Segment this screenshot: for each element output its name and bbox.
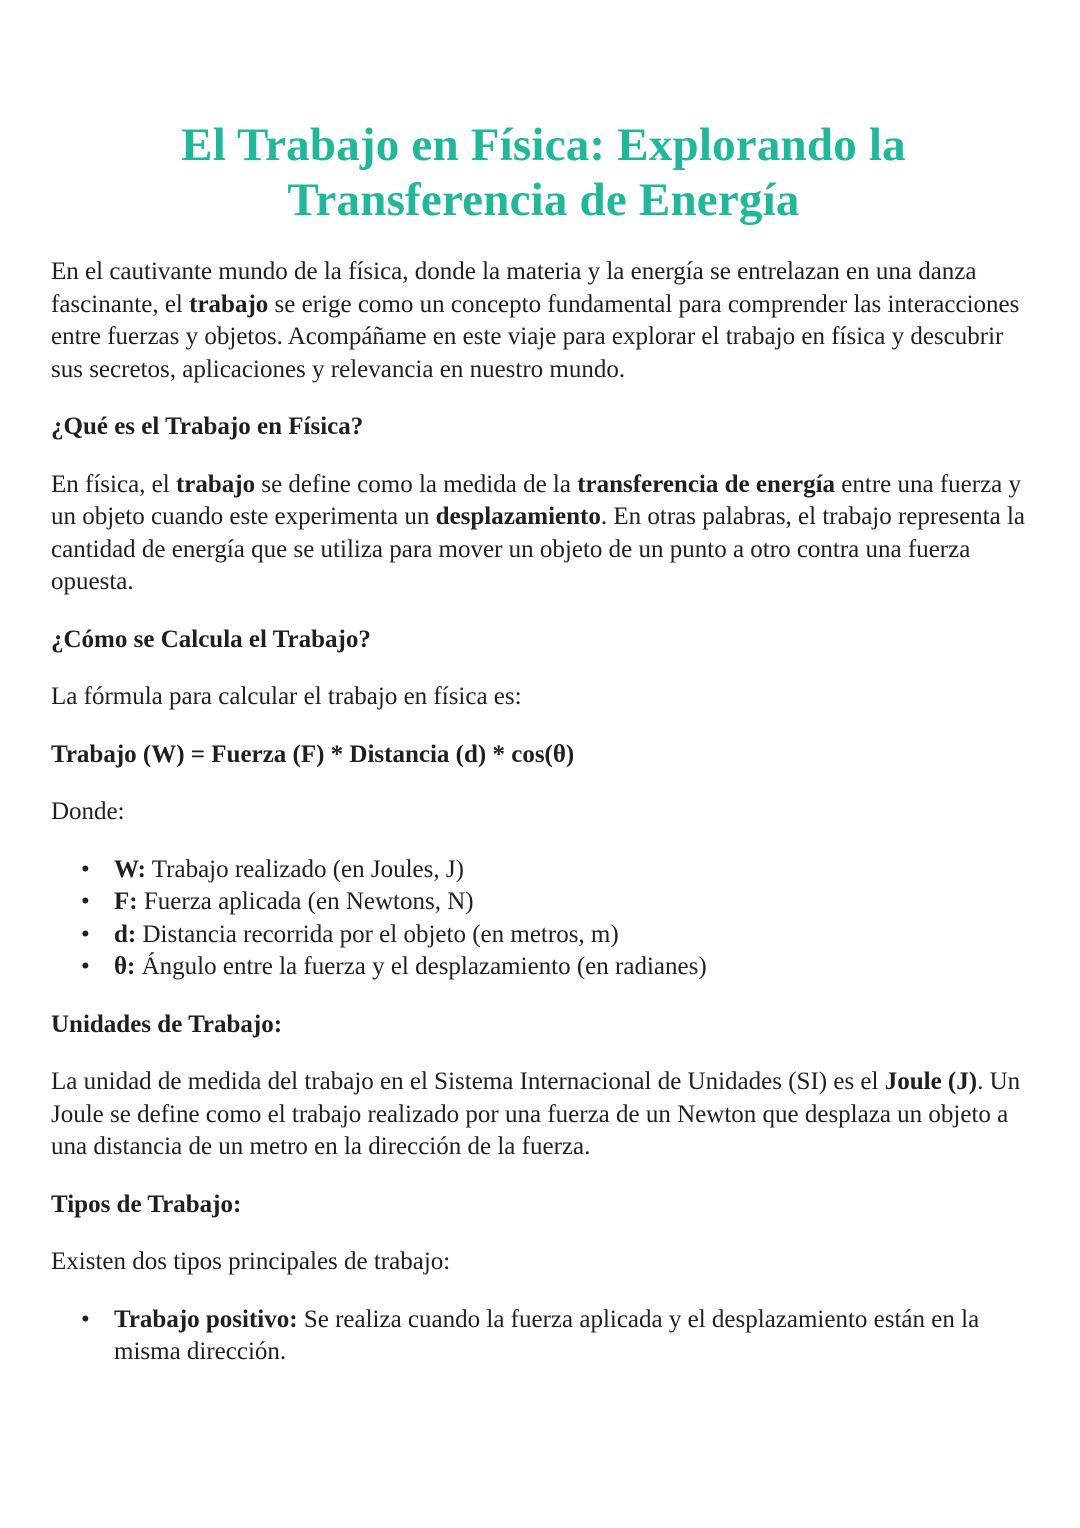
types-list xyxy=(51,1304,1036,1369)
what-is-work-paragraph xyxy=(51,469,1036,599)
types-intro: Existen dos tipos principales de trabajo: xyxy=(51,1248,451,1275)
bullet-icon: • xyxy=(81,953,90,980)
units-text-1: La unidad de medida del trabajo en el Sistema Internacional de Unidades (SI) es el xyxy=(51,1068,885,1095)
variable-description: Ángulo entre la fuerza y el desplazamiento (en radianes) xyxy=(135,953,707,980)
variable-term: d: xyxy=(114,920,137,948)
heading-types: Tipos de Trabajo: xyxy=(51,1190,242,1218)
intro-bold-trabajo: trabajo xyxy=(189,290,269,318)
what-bold-desplazamiento: desplazamiento xyxy=(435,503,601,530)
what-bold-transferencia: transferencia de energía xyxy=(577,470,836,498)
title-line-2: Transferencia de Energía xyxy=(287,174,800,226)
list-item xyxy=(51,951,1036,984)
variable-term: θ: xyxy=(114,953,136,980)
what-bold-trabajo: trabajo xyxy=(175,470,256,498)
what-text-3: entre una fuerza y un objeto cuando este experimenta un xyxy=(51,470,1022,530)
units-bold-joule: Joule (J) xyxy=(884,1068,978,1095)
variable-term: F: xyxy=(114,888,138,915)
bullet-icon: • xyxy=(81,1305,90,1333)
units-paragraph xyxy=(51,1066,1036,1164)
list-item xyxy=(51,1304,1036,1369)
variable-description: Trabajo realizado (en Joules, J) xyxy=(145,855,464,883)
title-line-1: El Trabajo en Física: Explorando la xyxy=(181,119,906,171)
bullet-icon: • xyxy=(81,855,90,883)
variable-description: Distancia recorrida por el objeto (en metros, m) xyxy=(136,920,619,948)
intro-text-1: En el cautivante mundo de la física, donde la materia y la energía se entrelazan en una danza fascinante, el xyxy=(51,258,977,318)
variables-list xyxy=(51,854,1036,984)
type-description: Se realiza cuando la fuerza aplicada y el desplazamiento están en la misma dirección. xyxy=(114,1305,980,1365)
work-formula: Trabajo (W) = Fuerza (F) * Distancia (d) * cos(θ) xyxy=(51,740,575,768)
formula-intro: La fórmula para calcular el trabajo en física es: xyxy=(51,683,522,710)
where-label: Donde: xyxy=(51,798,125,825)
list-item xyxy=(51,886,1036,919)
bullet-icon: • xyxy=(81,920,90,948)
heading-how-to-calculate: ¿Cómo se Calcula el Trabajo? xyxy=(51,625,371,653)
variable-term: W: xyxy=(114,855,146,883)
list-item xyxy=(51,854,1036,887)
bullet-icon: • xyxy=(81,888,90,915)
intro-text-2: se erige como un concepto fundamental para comprender las interacciones entre fuerzas y objetos. Acompáñame en este viaje para explorar el trabajo en física y descubrir sus secretos, aplicaciones y relevancia en nuestro mundo. xyxy=(51,290,1020,383)
intro-paragraph xyxy=(51,256,1036,386)
what-text-2: se define como la medida de la xyxy=(255,470,578,498)
what-text-1: En física, el xyxy=(51,470,176,498)
heading-what-is-work: ¿Qué es el Trabajo en Física? xyxy=(51,413,364,440)
what-text-4: . En otras palabras, el trabajo representa la cantidad de energía que se utiliza para mover un objeto de un punto a otro contra una fuerza opuesta. xyxy=(51,503,1025,595)
units-text-2: . Un Joule se define como el trabajo realizado por una fuerza de un Newton que desplaza un objeto a una distancia de un metro en la dirección de la fuerza. xyxy=(51,1068,1021,1160)
document-page xyxy=(51,118,1036,1369)
heading-units: Unidades de Trabajo: xyxy=(51,1010,283,1038)
variable-description: Fuerza aplicada (en Newtons, N) xyxy=(137,888,474,915)
document-title xyxy=(51,118,1036,228)
type-term: Trabajo positivo: xyxy=(114,1305,298,1333)
list-item xyxy=(51,919,1036,952)
